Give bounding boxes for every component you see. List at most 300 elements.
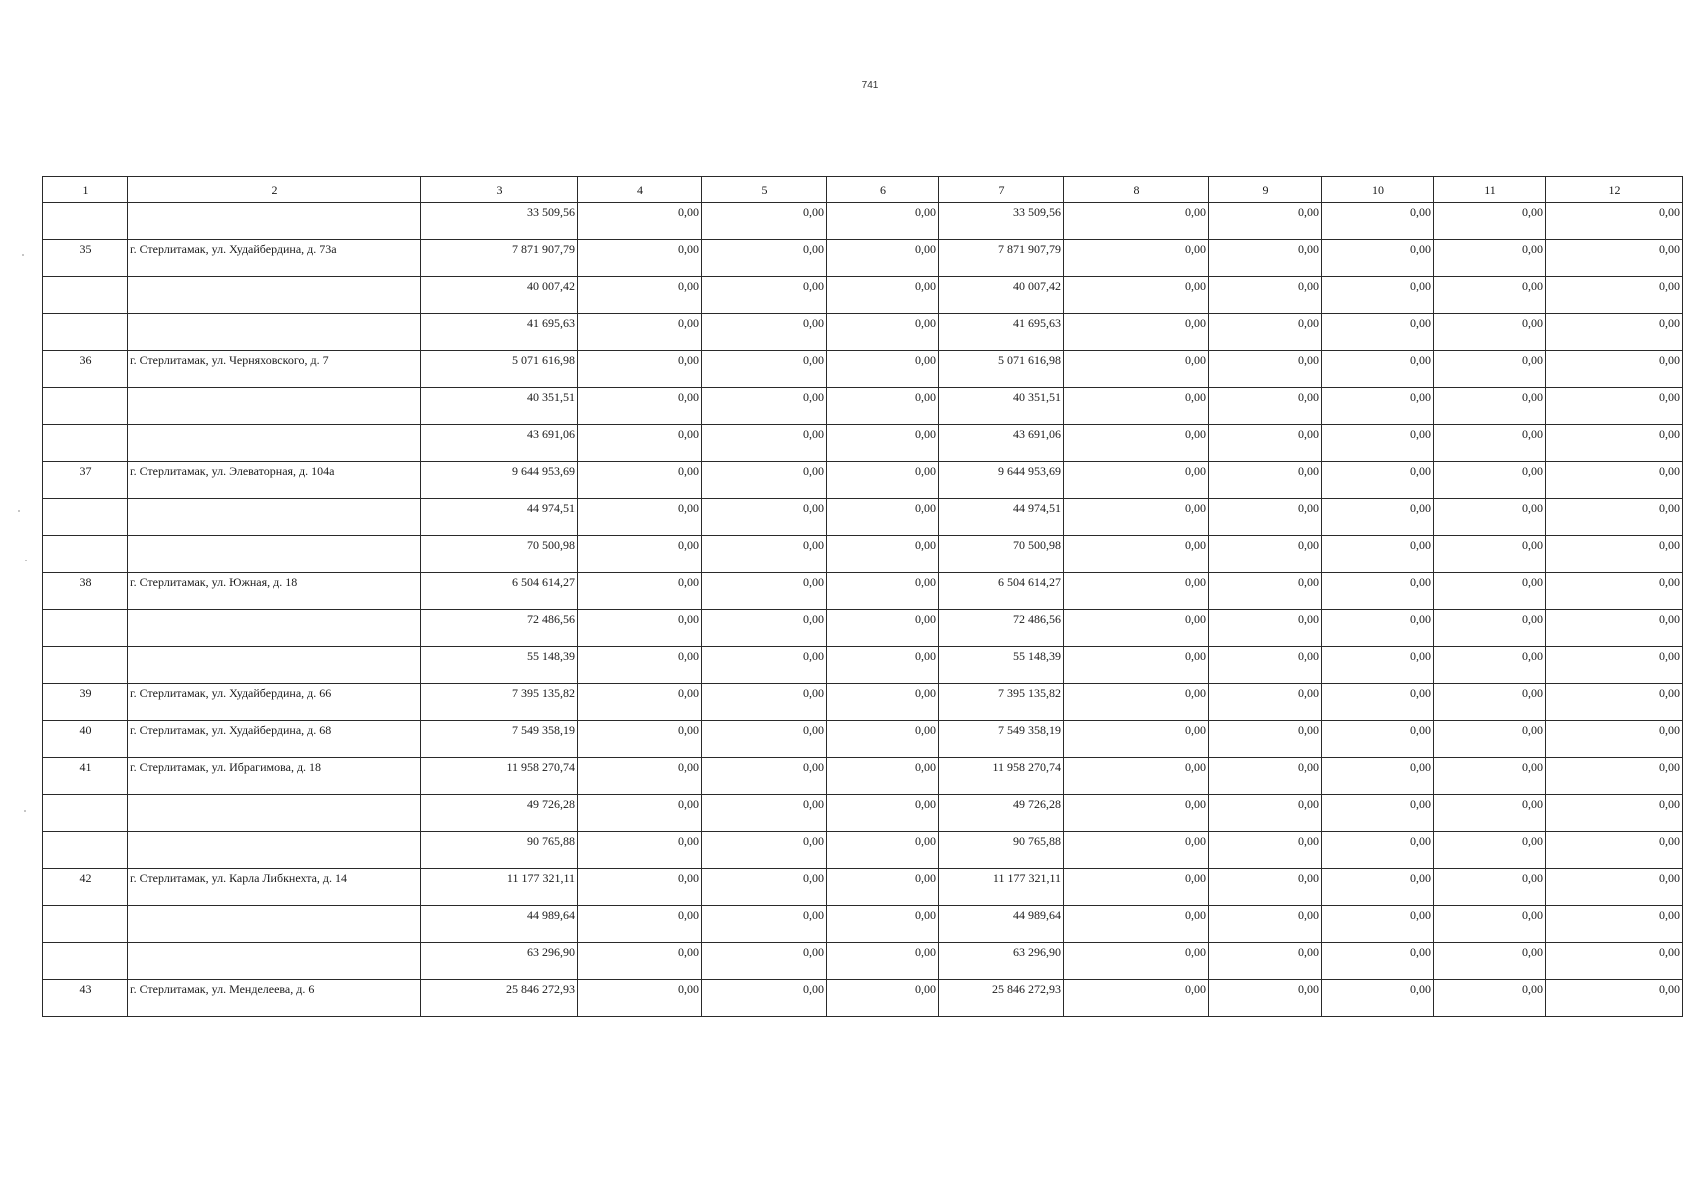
value-cell-col8: 0,00 [1064,647,1209,684]
value-cell-col12: 0,00 [1546,943,1683,980]
value-cell-col7: 40 351,51 [939,388,1064,425]
value-cell-col6: 0,00 [827,499,939,536]
value-cell-col10: 0,00 [1322,795,1434,832]
value-cell-col6: 0,00 [827,388,939,425]
value-cell-col12: 0,00 [1546,351,1683,388]
ledger-table [42,176,1683,1017]
value-cell-col3: 44 974,51 [421,499,578,536]
column-header: 6 [827,177,939,203]
value-cell-col10: 0,00 [1322,758,1434,795]
value-cell-col4: 0,00 [578,314,702,351]
value-cell-col7: 44 989,64 [939,906,1064,943]
table-row [43,647,1683,684]
value-cell-col6: 0,00 [827,758,939,795]
value-cell-col5: 0,00 [702,314,827,351]
row-number [43,795,128,832]
value-cell-col8: 0,00 [1064,388,1209,425]
value-cell-col8: 0,00 [1064,684,1209,721]
value-cell-col11: 0,00 [1434,795,1546,832]
value-cell-col8: 0,00 [1064,351,1209,388]
value-cell-col3: 43 691,06 [421,425,578,462]
value-cell-col5: 0,00 [702,869,827,906]
value-cell-col3: 41 695,63 [421,314,578,351]
column-header: 8 [1064,177,1209,203]
value-cell-col7: 41 695,63 [939,314,1064,351]
address-cell [128,314,421,351]
address-cell [128,832,421,869]
value-cell-col11: 0,00 [1434,351,1546,388]
value-cell-col11: 0,00 [1434,758,1546,795]
table-row [43,684,1683,721]
value-cell-col7: 44 974,51 [939,499,1064,536]
value-cell-col3: 5 071 616,98 [421,351,578,388]
value-cell-col9: 0,00 [1209,351,1322,388]
value-cell-col8: 0,00 [1064,240,1209,277]
table-row [43,203,1683,240]
value-cell-col4: 0,00 [578,647,702,684]
value-cell-col3: 40 007,42 [421,277,578,314]
value-cell-col3: 7 395 135,82 [421,684,578,721]
value-cell-col10: 0,00 [1322,314,1434,351]
value-cell-col5: 0,00 [702,388,827,425]
value-cell-col11: 0,00 [1434,721,1546,758]
value-cell-col12: 0,00 [1546,980,1683,1017]
value-cell-col4: 0,00 [578,462,702,499]
row-number [43,314,128,351]
value-cell-col7: 63 296,90 [939,943,1064,980]
value-cell-col5: 0,00 [702,758,827,795]
table-row [43,536,1683,573]
value-cell-col5: 0,00 [702,499,827,536]
value-cell-col12: 0,00 [1546,499,1683,536]
address-cell: г. Стерлитамак, ул. Карла Либкнехта, д. 14 [128,869,421,906]
value-cell-col3: 11 177 321,11 [421,869,578,906]
value-cell-col12: 0,00 [1546,610,1683,647]
value-cell-col4: 0,00 [578,425,702,462]
value-cell-col4: 0,00 [578,536,702,573]
value-cell-col8: 0,00 [1064,203,1209,240]
value-cell-col6: 0,00 [827,721,939,758]
value-cell-col12: 0,00 [1546,684,1683,721]
value-cell-col10: 0,00 [1322,425,1434,462]
value-cell-col4: 0,00 [578,721,702,758]
value-cell-col10: 0,00 [1322,980,1434,1017]
value-cell-col11: 0,00 [1434,314,1546,351]
value-cell-col6: 0,00 [827,943,939,980]
value-cell-col8: 0,00 [1064,869,1209,906]
value-cell-col6: 0,00 [827,203,939,240]
value-cell-col11: 0,00 [1434,869,1546,906]
column-header: 5 [702,177,827,203]
value-cell-col5: 0,00 [702,462,827,499]
value-cell-col10: 0,00 [1322,721,1434,758]
value-cell-col7: 7 395 135,82 [939,684,1064,721]
value-cell-col6: 0,00 [827,795,939,832]
value-cell-col10: 0,00 [1322,351,1434,388]
value-cell-col9: 0,00 [1209,832,1322,869]
value-cell-col3: 33 509,56 [421,203,578,240]
value-cell-col8: 0,00 [1064,425,1209,462]
value-cell-col10: 0,00 [1322,388,1434,425]
value-cell-col8: 0,00 [1064,795,1209,832]
row-number: 35 [43,240,128,277]
value-cell-col11: 0,00 [1434,684,1546,721]
column-header: 2 [128,177,421,203]
value-cell-col10: 0,00 [1322,499,1434,536]
row-number [43,832,128,869]
value-cell-col4: 0,00 [578,240,702,277]
value-cell-col8: 0,00 [1064,314,1209,351]
row-number: 39 [43,684,128,721]
value-cell-col5: 0,00 [702,203,827,240]
value-cell-col10: 0,00 [1322,943,1434,980]
value-cell-col7: 33 509,56 [939,203,1064,240]
table-row [43,832,1683,869]
value-cell-col7: 40 007,42 [939,277,1064,314]
value-cell-col4: 0,00 [578,573,702,610]
value-cell-col9: 0,00 [1209,240,1322,277]
row-number [43,943,128,980]
address-cell: г. Стерлитамак, ул. Черняховского, д. 7 [128,351,421,388]
row-number [43,425,128,462]
value-cell-col12: 0,00 [1546,203,1683,240]
value-cell-col5: 0,00 [702,684,827,721]
value-cell-col6: 0,00 [827,647,939,684]
value-cell-col11: 0,00 [1434,203,1546,240]
table-row [43,314,1683,351]
value-cell-col4: 0,00 [578,351,702,388]
address-cell: г. Стерлитамак, ул. Менделеева, д. 6 [128,980,421,1017]
value-cell-col6: 0,00 [827,980,939,1017]
value-cell-col3: 6 504 614,27 [421,573,578,610]
value-cell-col6: 0,00 [827,832,939,869]
address-cell [128,647,421,684]
value-cell-col9: 0,00 [1209,758,1322,795]
value-cell-col12: 0,00 [1546,388,1683,425]
value-cell-col4: 0,00 [578,832,702,869]
value-cell-col4: 0,00 [578,906,702,943]
value-cell-col9: 0,00 [1209,869,1322,906]
value-cell-col6: 0,00 [827,906,939,943]
value-cell-col11: 0,00 [1434,277,1546,314]
value-cell-col3: 7 549 358,19 [421,721,578,758]
value-cell-col11: 0,00 [1434,943,1546,980]
value-cell-col3: 72 486,56 [421,610,578,647]
value-cell-col11: 0,00 [1434,536,1546,573]
value-cell-col9: 0,00 [1209,203,1322,240]
value-cell-col9: 0,00 [1209,314,1322,351]
value-cell-col6: 0,00 [827,240,939,277]
value-cell-col12: 0,00 [1546,795,1683,832]
column-header: 10 [1322,177,1434,203]
value-cell-col12: 0,00 [1546,536,1683,573]
value-cell-col5: 0,00 [702,906,827,943]
ledger-body [43,203,1683,1017]
address-cell: г. Стерлитамак, ул. Ибрагимова, д. 18 [128,758,421,795]
value-cell-col7: 70 500,98 [939,536,1064,573]
value-cell-col11: 0,00 [1434,980,1546,1017]
value-cell-col10: 0,00 [1322,869,1434,906]
table-row [43,499,1683,536]
value-cell-col9: 0,00 [1209,795,1322,832]
value-cell-col8: 0,00 [1064,980,1209,1017]
value-cell-col12: 0,00 [1546,869,1683,906]
row-number [43,610,128,647]
value-cell-col3: 11 958 270,74 [421,758,578,795]
value-cell-col10: 0,00 [1322,684,1434,721]
value-cell-col7: 9 644 953,69 [939,462,1064,499]
value-cell-col7: 7 871 907,79 [939,240,1064,277]
column-header: 9 [1209,177,1322,203]
column-header: 4 [578,177,702,203]
value-cell-col5: 0,00 [702,943,827,980]
value-cell-col6: 0,00 [827,314,939,351]
value-cell-col8: 0,00 [1064,573,1209,610]
value-cell-col11: 0,00 [1434,425,1546,462]
value-cell-col5: 0,00 [702,240,827,277]
value-cell-col4: 0,00 [578,795,702,832]
table-row [43,906,1683,943]
value-cell-col4: 0,00 [578,869,702,906]
value-cell-col10: 0,00 [1322,906,1434,943]
table-row [43,795,1683,832]
value-cell-col8: 0,00 [1064,462,1209,499]
value-cell-col8: 0,00 [1064,277,1209,314]
value-cell-col7: 11 177 321,11 [939,869,1064,906]
value-cell-col8: 0,00 [1064,610,1209,647]
scan-speck [24,810,26,812]
row-number: 42 [43,869,128,906]
table-row [43,462,1683,499]
value-cell-col12: 0,00 [1546,758,1683,795]
address-cell [128,906,421,943]
address-cell [128,499,421,536]
value-cell-col8: 0,00 [1064,536,1209,573]
value-cell-col8: 0,00 [1064,832,1209,869]
column-header: 3 [421,177,578,203]
address-cell [128,388,421,425]
value-cell-col5: 0,00 [702,721,827,758]
value-cell-col9: 0,00 [1209,943,1322,980]
value-cell-col9: 0,00 [1209,425,1322,462]
value-cell-col4: 0,00 [578,980,702,1017]
value-cell-col8: 0,00 [1064,906,1209,943]
value-cell-col11: 0,00 [1434,573,1546,610]
value-cell-col10: 0,00 [1322,610,1434,647]
scan-speck [22,254,24,256]
value-cell-col10: 0,00 [1322,277,1434,314]
value-cell-col3: 44 989,64 [421,906,578,943]
value-cell-col5: 0,00 [702,980,827,1017]
scan-speck [18,510,20,512]
value-cell-col8: 0,00 [1064,943,1209,980]
value-cell-col4: 0,00 [578,499,702,536]
address-cell [128,277,421,314]
column-header: 12 [1546,177,1683,203]
value-cell-col12: 0,00 [1546,647,1683,684]
value-cell-col5: 0,00 [702,573,827,610]
value-cell-col7: 5 071 616,98 [939,351,1064,388]
value-cell-col12: 0,00 [1546,462,1683,499]
row-number [43,906,128,943]
address-cell [128,943,421,980]
value-cell-col3: 9 644 953,69 [421,462,578,499]
header-row [43,177,1683,203]
table-row [43,388,1683,425]
value-cell-col6: 0,00 [827,277,939,314]
value-cell-col7: 11 958 270,74 [939,758,1064,795]
value-cell-col5: 0,00 [702,832,827,869]
value-cell-col12: 0,00 [1546,240,1683,277]
value-cell-col7: 43 691,06 [939,425,1064,462]
value-cell-col9: 0,00 [1209,721,1322,758]
value-cell-col9: 0,00 [1209,277,1322,314]
value-cell-col7: 49 726,28 [939,795,1064,832]
value-cell-col5: 0,00 [702,425,827,462]
value-cell-col9: 0,00 [1209,536,1322,573]
value-cell-col9: 0,00 [1209,906,1322,943]
column-header: 11 [1434,177,1546,203]
value-cell-col3: 49 726,28 [421,795,578,832]
value-cell-col11: 0,00 [1434,647,1546,684]
column-header: 1 [43,177,128,203]
value-cell-col9: 0,00 [1209,388,1322,425]
value-cell-col4: 0,00 [578,610,702,647]
value-cell-col9: 0,00 [1209,980,1322,1017]
table-row [43,943,1683,980]
value-cell-col10: 0,00 [1322,203,1434,240]
value-cell-col10: 0,00 [1322,240,1434,277]
table-row [43,869,1683,906]
value-cell-col10: 0,00 [1322,536,1434,573]
row-number [43,647,128,684]
value-cell-col9: 0,00 [1209,462,1322,499]
value-cell-col4: 0,00 [578,203,702,240]
table-row [43,351,1683,388]
value-cell-col7: 25 846 272,93 [939,980,1064,1017]
value-cell-col6: 0,00 [827,684,939,721]
value-cell-col6: 0,00 [827,462,939,499]
value-cell-col8: 0,00 [1064,721,1209,758]
address-cell: г. Стерлитамак, ул. Худайбердина, д. 66 [128,684,421,721]
row-number: 41 [43,758,128,795]
value-cell-col5: 0,00 [702,536,827,573]
scan-speck [25,560,27,561]
address-cell: г. Стерлитамак, ул. Элеваторная, д. 104а [128,462,421,499]
row-number [43,536,128,573]
address-cell [128,536,421,573]
value-cell-col3: 7 871 907,79 [421,240,578,277]
value-cell-col7: 90 765,88 [939,832,1064,869]
value-cell-col11: 0,00 [1434,832,1546,869]
value-cell-col7: 6 504 614,27 [939,573,1064,610]
value-cell-col12: 0,00 [1546,277,1683,314]
value-cell-col10: 0,00 [1322,832,1434,869]
value-cell-col11: 0,00 [1434,499,1546,536]
value-cell-col5: 0,00 [702,610,827,647]
value-cell-col3: 63 296,90 [421,943,578,980]
table-row [43,758,1683,795]
value-cell-col5: 0,00 [702,351,827,388]
value-cell-col8: 0,00 [1064,499,1209,536]
value-cell-col9: 0,00 [1209,573,1322,610]
value-cell-col6: 0,00 [827,536,939,573]
value-cell-col4: 0,00 [578,943,702,980]
address-cell: г. Стерлитамак, ул. Худайбердина, д. 73а [128,240,421,277]
value-cell-col10: 0,00 [1322,647,1434,684]
address-cell [128,610,421,647]
value-cell-col4: 0,00 [578,388,702,425]
value-cell-col6: 0,00 [827,610,939,647]
value-cell-col12: 0,00 [1546,906,1683,943]
value-cell-col11: 0,00 [1434,240,1546,277]
value-cell-col9: 0,00 [1209,684,1322,721]
address-cell [128,425,421,462]
address-cell: г. Стерлитамак, ул. Худайбердина, д. 68 [128,721,421,758]
value-cell-col9: 0,00 [1209,499,1322,536]
row-number [43,277,128,314]
row-number: 37 [43,462,128,499]
row-number: 43 [43,980,128,1017]
value-cell-col12: 0,00 [1546,314,1683,351]
value-cell-col6: 0,00 [827,573,939,610]
value-cell-col9: 0,00 [1209,647,1322,684]
value-cell-col8: 0,00 [1064,758,1209,795]
value-cell-col7: 7 549 358,19 [939,721,1064,758]
value-cell-col9: 0,00 [1209,610,1322,647]
value-cell-col3: 40 351,51 [421,388,578,425]
value-cell-col12: 0,00 [1546,721,1683,758]
table-row [43,721,1683,758]
value-cell-col4: 0,00 [578,758,702,795]
value-cell-col11: 0,00 [1434,906,1546,943]
table-row [43,425,1683,462]
value-cell-col5: 0,00 [702,647,827,684]
table-row [43,240,1683,277]
value-cell-col3: 70 500,98 [421,536,578,573]
value-cell-col6: 0,00 [827,869,939,906]
value-cell-col10: 0,00 [1322,462,1434,499]
value-cell-col6: 0,00 [827,425,939,462]
value-cell-col3: 25 846 272,93 [421,980,578,1017]
table-row [43,980,1683,1017]
value-cell-col11: 0,00 [1434,388,1546,425]
value-cell-col12: 0,00 [1546,832,1683,869]
value-cell-col3: 90 765,88 [421,832,578,869]
value-cell-col5: 0,00 [702,795,827,832]
value-cell-col7: 55 148,39 [939,647,1064,684]
value-cell-col5: 0,00 [702,277,827,314]
value-cell-col7: 72 486,56 [939,610,1064,647]
row-number [43,388,128,425]
address-cell [128,795,421,832]
table-row [43,573,1683,610]
value-cell-col11: 0,00 [1434,610,1546,647]
row-number: 38 [43,573,128,610]
value-cell-col12: 0,00 [1546,425,1683,462]
column-header: 7 [939,177,1064,203]
row-number: 40 [43,721,128,758]
value-cell-col4: 0,00 [578,684,702,721]
address-cell: г. Стерлитамак, ул. Южная, д. 18 [128,573,421,610]
value-cell-col11: 0,00 [1434,462,1546,499]
value-cell-col3: 55 148,39 [421,647,578,684]
table-row [43,610,1683,647]
address-cell [128,203,421,240]
value-cell-col10: 0,00 [1322,573,1434,610]
row-number [43,499,128,536]
page-number: 741 [861,80,879,91]
